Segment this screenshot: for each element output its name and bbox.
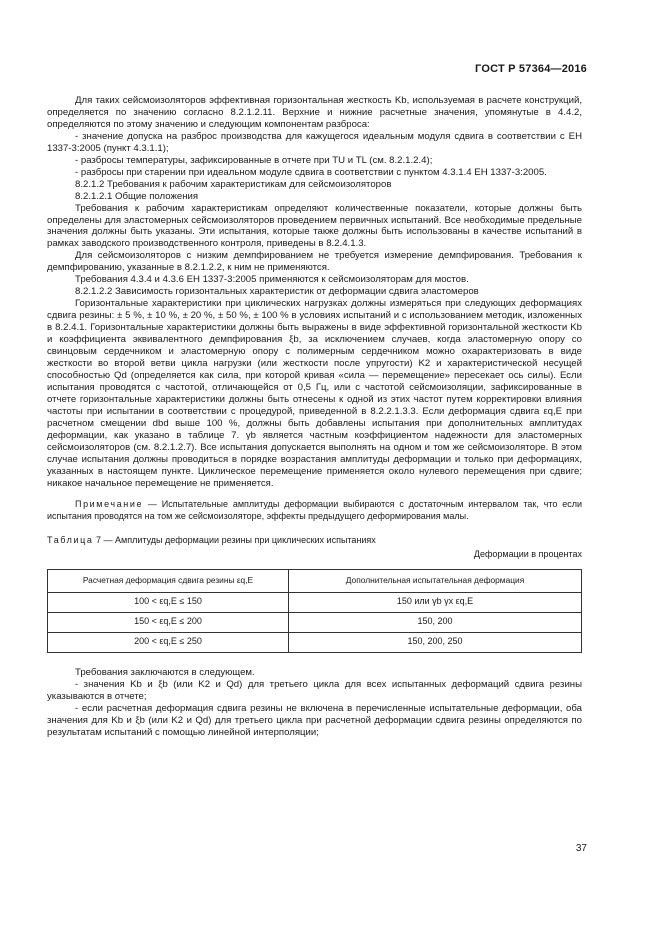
paragraph: Требования 4.3.4 и 4.3.6 ЕН 1337-3:2005 применяются к сейсмоизоляторам для мостов.: [75, 274, 469, 286]
table-row: [48, 632, 582, 652]
table-cell: 150 или γb γx εq,E: [289, 592, 582, 612]
table-header-cell: Расчетная деформация сдвига резины εq,E: [48, 569, 289, 592]
table-cell: 200 < εq,E ≤ 250: [48, 632, 289, 652]
note-text: — Испытательные амплитуды деформации выбираются с достаточным интервалом так, что если испытания проводятся на том же сейсмоизоляторе, эффекты предыдущего деформирования малы.: [47, 499, 582, 521]
table-cell: 150, 200, 250: [289, 632, 582, 652]
paragraph: Горизонтальные характеристики при циклических нагрузках должны измеряться при следующих деформациях сдвига резины: ± 5 %, ± 10 %, ± 20 %, ± 50 %, ± 100 % в условиях испытаний и с использованием методик, изложенных в 8.2.4.1. Горизонтальные характеристики должны быть выражены в виде эффективной горизонтальной жесткости Kb и коэффициента эквивалентного демпфирования ξb, за исключением случаев, когда эластомерную опору со свинцовым сердечником и эластомерную опору с полимерным сердечником можно охарактеризовать в виде жесткости во второй ветви цикла нагрузки (или жесткости после упругости) K2 и характеристической несущей способностью Qd (определяется как сила, при которой кривая «сила — перемещение» пересекает ось силы). Если испытания проводятся с частотой, отличающейся от 0,5 Гц, или с частотой сейсмоизоляции, зафиксированные в отчете горизонтальные характеристики должны быть отнесены к одной из этих частот путем корректировки влияния частоты при испытании в соответствии с процедурой, приведенной в 8.2.2.1.3.3. Если деформация сдвига εq,E при расчетном смещении dbd выше 100 %, должны быть добавлены испытания при дополнительных амплитудах деформации, как указано в таблице 7. γb является частным коэффициентом надежности для эластомерных сейсмоизоляторов (см. 8.2.1.2.7). Все испытания допускается выполнять на одном и том же сейсмоизоляторе. В этом случае испытания должны проводиться в порядке возрастания амплитуды деформации и только при деформациях, указанных в настоящем пункте. Циклическое перемещение применяется около нулевого перемещения при сдвиге; никакое начальное перемещение не применяется.: [47, 298, 582, 489]
section-heading: 8.2.1.2.1 Общие положения: [75, 190, 199, 202]
table-cell: 100 < εq,E ≤ 150: [48, 592, 289, 612]
note-label: Примечание: [75, 499, 144, 510]
paragraph: Требования заключаются в следующем.: [75, 666, 255, 678]
standard-header: ГОСТ Р 57364—2016: [475, 63, 587, 75]
table-caption: [47, 535, 582, 547]
table-caption-label: Таблица: [47, 534, 94, 545]
list-item: - если расчетная деформация сдвига резины не включена в перечисленные испытательные деформации, оба значения для Kb и ξb (или K2 и Qd) для третьего цикла при расчетной деформации сдвига резины определяются по результатам испытаний с помощью линейной интерполяции;: [47, 702, 582, 738]
paragraph: Требования к рабочим характеристикам определяют количественные показатели, которые должны быть определены для эластомерных сейсмоизоляторов проведением первичных испытаний. Все необходимые предельные значения должны быть указаны. Эти испытания, которые также должны быть использованы в качестве испытаний в рамках заводского производственного контроля, приведены в 8.2.4.1.3.: [47, 202, 582, 250]
list-item: - значение допуска на разброс производства для кажущегося идеальным модуля сдвига в соответствии с ЕН 1337-3:2005 (пункт 4.3.1.1);: [47, 130, 582, 154]
table-cell: 150 < εq,E ≤ 200: [48, 612, 289, 632]
document-body: [47, 95, 582, 738]
list-item: - разбросы температуры, зафиксированные в отчете при TU и TL (см. 8.2.1.2.4);: [75, 154, 433, 166]
section-heading: 8.2.1.2.2 Зависимость горизонтальных характеристик от деформации сдвига эластомеров: [75, 286, 479, 298]
table-caption-text: 7 — Амплитуды деформации резины при циклических испытаниях: [93, 534, 376, 545]
table-units: Деформации в процентах: [473, 548, 582, 559]
table-row: [48, 592, 582, 612]
table-header-row: [48, 569, 582, 592]
table-cell: 150, 200: [289, 612, 582, 632]
page-number: 37: [575, 843, 587, 854]
table-row: [48, 612, 582, 632]
note: [47, 499, 582, 521]
table-header-cell: Дополнительная испытательная деформация: [289, 569, 582, 592]
paragraph: Для таких сейсмоизоляторов эффективная горизонтальная жесткость Kb, используемая в расчете конструкций, определяется по значению согласно 8.2.1.2.11. Верхние и нижние расчетные значения, упомянутые в 4.4.2, определяются по этому значению и следующим компонентам разброса:: [47, 95, 582, 130]
list-item: - разбросы при старении при идеальном модуле сдвига в соответствии с пунктом 4.3.1.4 ЕН 1337-3:2005.: [75, 166, 547, 178]
paragraph: Для сейсмоизоляторов с низким демпфированием не требуется измерение демпфирования. Требования к демпфированию, указанные в 8.2.1.2.2, к ним не применяются.: [47, 250, 582, 274]
section-heading: 8.2.1.2 Требования к рабочим характеристикам для сейсмоизоляторов: [75, 178, 392, 190]
deformation-table: [47, 569, 582, 653]
list-item: - значения Kb и ξb (или K2 и Qd) для третьего цикла для всех испытанных деформаций сдвига резины указываются в отчете;: [47, 678, 582, 702]
